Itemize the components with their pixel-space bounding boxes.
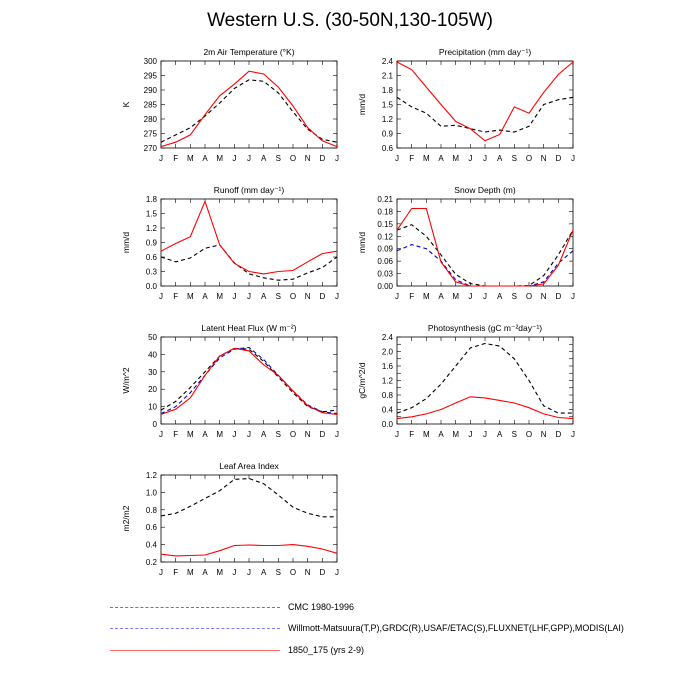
x-tick-label: J xyxy=(395,154,399,163)
plot-frame xyxy=(161,199,337,286)
x-tick-label: N xyxy=(540,430,547,439)
x-tick-label: N xyxy=(304,154,311,163)
chart-title: Leaf Area Index xyxy=(219,461,279,471)
y-tick-label: 0.03 xyxy=(377,269,393,279)
chart-title: Snow Depth (m) xyxy=(454,185,516,195)
x-tick-label: M xyxy=(216,292,224,301)
series-line-dash-black xyxy=(161,479,337,517)
y-axis-label: gC/m^2/d xyxy=(357,362,367,399)
x-tick-label: M xyxy=(452,292,460,301)
chart-title: Precipitation (mm day⁻¹) xyxy=(438,47,532,57)
x-tick-label: M xyxy=(452,154,460,163)
y-tick-label: 1.8 xyxy=(145,195,157,204)
y-tick-label: 50 xyxy=(148,333,157,342)
legend-item xyxy=(110,600,354,614)
x-tick-label: J xyxy=(395,430,399,439)
x-tick-label: O xyxy=(289,430,297,439)
x-tick-label: N xyxy=(304,430,311,439)
series-line-dash-blue xyxy=(161,347,337,413)
x-tick-label: J xyxy=(247,430,251,439)
plot-frame xyxy=(161,61,337,148)
y-tick-label: 0.9 xyxy=(145,238,157,248)
y-tick-label: 0.2 xyxy=(145,558,157,567)
chart-photosynthesis xyxy=(357,323,575,439)
x-tick-label: D xyxy=(319,430,326,439)
x-tick-label: D xyxy=(555,430,562,439)
series-line-solid-red xyxy=(397,62,573,141)
x-tick-label: N xyxy=(540,154,547,163)
x-tick-label: J xyxy=(247,568,251,577)
chart-title: Photosynthesis (gC m⁻²day⁻¹) xyxy=(427,323,543,333)
y-tick-label: 0.6 xyxy=(145,523,157,533)
y-tick-label: 0.6 xyxy=(381,144,393,153)
y-tick-label: 1.2 xyxy=(145,471,157,480)
x-tick-label: M xyxy=(422,292,430,301)
x-tick-label: D xyxy=(555,154,562,163)
y-tick-label: 1.6 xyxy=(381,362,393,371)
chart-air-temp xyxy=(121,47,339,163)
series-line-solid-red xyxy=(161,201,337,274)
x-tick-label: J xyxy=(335,430,339,439)
x-tick-label: D xyxy=(319,568,326,577)
x-tick-label: F xyxy=(409,292,415,301)
chart-title: Latent Heat Flux (W m⁻²) xyxy=(201,323,297,333)
y-tick-label: 1.0 xyxy=(145,488,157,498)
y-tick-label: 1.8 xyxy=(381,86,393,95)
y-tick-label: 1.5 xyxy=(145,209,157,219)
y-tick-label: 2.1 xyxy=(381,71,393,81)
y-tick-label: 0.0 xyxy=(381,420,393,429)
x-tick-label: N xyxy=(540,292,547,301)
y-tick-label: 0 xyxy=(152,420,157,429)
x-tick-label: J xyxy=(159,430,163,439)
legend-label: 1850_175 (yrs 2-9) xyxy=(288,645,365,655)
x-tick-label: M xyxy=(216,430,224,439)
x-tick-label: M xyxy=(216,154,224,163)
x-tick-label: O xyxy=(289,568,297,577)
legend-label: CMC 1980-1996 xyxy=(288,602,355,612)
chart-title: 2m Air Temperature (°K) xyxy=(203,47,295,57)
y-tick-label: 30 xyxy=(148,367,157,377)
legend-item xyxy=(110,643,364,657)
y-axis-label: mm/d xyxy=(357,93,367,116)
x-tick-label: S xyxy=(511,292,518,301)
x-tick-label: M xyxy=(186,292,194,301)
x-tick-label: J xyxy=(483,430,487,439)
series-line-solid-red xyxy=(161,71,337,146)
x-tick-label: A xyxy=(202,292,208,301)
y-tick-label: 20 xyxy=(148,385,157,395)
chart-runoff xyxy=(121,185,339,301)
y-tick-label: 1.2 xyxy=(381,115,393,124)
y-tick-label: 0.12 xyxy=(377,232,393,242)
y-tick-label: 0.4 xyxy=(145,540,157,550)
plot-frame xyxy=(161,337,337,424)
chart-lai xyxy=(121,461,339,577)
y-tick-label: 10 xyxy=(148,402,157,412)
x-tick-label: J xyxy=(468,430,473,439)
x-tick-label: M xyxy=(216,568,224,577)
x-tick-label: A xyxy=(438,154,444,163)
series-line-dash-black xyxy=(397,97,573,132)
series-line-dash-black xyxy=(161,80,337,142)
x-tick-label: S xyxy=(275,568,282,577)
x-tick-label: S xyxy=(511,154,518,163)
x-tick-label: A xyxy=(202,568,208,577)
x-tick-label: A xyxy=(202,154,208,163)
legend-label: Willmott-Matsuura(T,P),GRDC(R),USAF/ETAC(S),FLUXNET(LHF,GPP),MODIS(LAI) xyxy=(288,623,624,633)
x-tick-label: O xyxy=(525,430,533,439)
x-tick-label: O xyxy=(289,292,297,301)
chart-precip xyxy=(357,47,575,163)
x-tick-label: S xyxy=(275,154,282,163)
y-tick-label: 290 xyxy=(143,86,157,95)
x-tick-label: D xyxy=(319,292,326,301)
x-tick-label: N xyxy=(304,292,311,301)
y-tick-label: 0.8 xyxy=(381,391,393,400)
y-axis-label: mm/d xyxy=(357,231,367,254)
x-tick-label: A xyxy=(202,430,208,439)
x-tick-label: J xyxy=(232,292,237,301)
x-tick-label: S xyxy=(275,430,282,439)
x-tick-label: J xyxy=(159,568,163,577)
x-tick-label: F xyxy=(409,430,415,439)
plot-frame xyxy=(161,475,337,562)
x-tick-label: A xyxy=(260,430,267,439)
y-tick-label: 0.21 xyxy=(377,195,393,204)
legend-line-sample xyxy=(110,650,280,651)
x-tick-label: J xyxy=(247,292,251,301)
x-tick-label: A xyxy=(438,430,444,439)
y-tick-label: 0.15 xyxy=(377,219,393,229)
x-tick-label: J xyxy=(335,292,339,301)
y-tick-label: 0.4 xyxy=(381,405,393,415)
x-tick-label: J xyxy=(232,154,237,163)
x-tick-label: D xyxy=(319,154,326,163)
y-tick-label: 1.2 xyxy=(145,224,157,233)
chart-snow-depth xyxy=(357,185,575,301)
x-tick-label: F xyxy=(173,292,179,301)
x-tick-label: J xyxy=(571,292,575,301)
y-tick-label: 0.09 xyxy=(377,244,393,254)
y-tick-label: 280 xyxy=(143,115,157,124)
y-tick-label: 0.00 xyxy=(377,282,393,291)
y-tick-label: 0.18 xyxy=(377,207,393,217)
legend-line-sample xyxy=(110,628,280,629)
page-title: Western U.S. (30-50N,130-105W) xyxy=(207,10,493,31)
x-tick-label: F xyxy=(409,154,415,163)
x-tick-label: J xyxy=(468,154,473,163)
y-tick-label: 300 xyxy=(143,57,157,66)
series-line-solid-red xyxy=(161,348,337,414)
x-tick-label: A xyxy=(496,154,503,163)
x-tick-label: J xyxy=(159,292,163,301)
chart-latent-heat xyxy=(121,323,339,439)
y-tick-label: 0.6 xyxy=(145,253,157,262)
legend-item xyxy=(110,621,624,635)
x-tick-label: J xyxy=(232,430,237,439)
x-tick-label: D xyxy=(555,292,562,301)
x-tick-label: J xyxy=(335,568,339,577)
x-tick-label: A xyxy=(260,154,267,163)
x-tick-label: A xyxy=(496,292,503,301)
x-tick-label: J xyxy=(483,154,487,163)
x-tick-label: O xyxy=(289,154,297,163)
x-tick-label: A xyxy=(260,292,267,301)
y-tick-label: 275 xyxy=(143,129,157,139)
x-tick-label: S xyxy=(275,292,282,301)
y-tick-label: 285 xyxy=(143,100,157,110)
x-tick-label: J xyxy=(247,154,251,163)
x-tick-label: J xyxy=(571,430,575,439)
series-line-dash-black xyxy=(397,225,573,286)
series-line-dash-black xyxy=(161,245,337,280)
x-tick-label: A xyxy=(496,430,503,439)
y-tick-label: 0.3 xyxy=(145,267,157,277)
x-tick-label: M xyxy=(422,430,430,439)
x-tick-label: O xyxy=(525,154,533,163)
y-tick-label: 2.4 xyxy=(381,57,393,66)
series-line-dash-black xyxy=(397,344,573,414)
y-axis-label: K xyxy=(121,101,131,108)
x-tick-label: M xyxy=(186,430,194,439)
x-tick-label: J xyxy=(159,154,163,163)
x-tick-label: M xyxy=(452,430,460,439)
series-line-solid-red xyxy=(397,209,573,287)
x-tick-label: J xyxy=(468,292,473,301)
x-tick-label: J xyxy=(483,292,487,301)
x-tick-label: J xyxy=(232,568,237,577)
y-tick-label: 0.8 xyxy=(145,505,157,515)
x-tick-label: A xyxy=(438,292,444,301)
x-tick-label: F xyxy=(173,568,179,577)
y-tick-label: 2.4 xyxy=(381,333,393,342)
y-tick-label: 0.06 xyxy=(377,257,393,267)
y-axis-label: mm/d xyxy=(121,231,131,254)
y-axis-label: W/m^2 xyxy=(121,367,131,394)
y-tick-label: 0.0 xyxy=(145,282,157,291)
y-tick-label: 2.0 xyxy=(381,347,393,357)
y-tick-label: 40 xyxy=(148,350,157,360)
x-tick-label: J xyxy=(571,154,575,163)
plot-frame xyxy=(397,61,573,148)
x-tick-label: F xyxy=(173,430,179,439)
x-tick-label: A xyxy=(260,568,267,577)
x-tick-label: J xyxy=(335,154,339,163)
plot-frame xyxy=(397,199,573,286)
x-tick-label: M xyxy=(422,154,430,163)
y-tick-label: 1.2 xyxy=(381,376,393,386)
y-tick-label: 295 xyxy=(143,71,157,81)
x-tick-label: J xyxy=(395,292,399,301)
y-tick-label: 270 xyxy=(143,144,157,153)
legend-line-sample xyxy=(110,607,280,608)
x-tick-label: M xyxy=(186,568,194,577)
series-line-solid-red xyxy=(161,545,337,556)
x-tick-label: O xyxy=(525,292,533,301)
x-tick-label: N xyxy=(304,568,311,577)
x-tick-label: F xyxy=(173,154,179,163)
x-tick-label: S xyxy=(511,430,518,439)
chart-title: Runoff (mm day⁻¹) xyxy=(213,185,285,195)
y-tick-label: 0.9 xyxy=(381,129,393,139)
y-tick-label: 1.5 xyxy=(381,100,393,110)
y-axis-label: m2/m2 xyxy=(121,505,131,532)
x-tick-label: M xyxy=(186,154,194,163)
plot-frame xyxy=(397,337,573,424)
series-line-dash-black xyxy=(161,348,337,412)
